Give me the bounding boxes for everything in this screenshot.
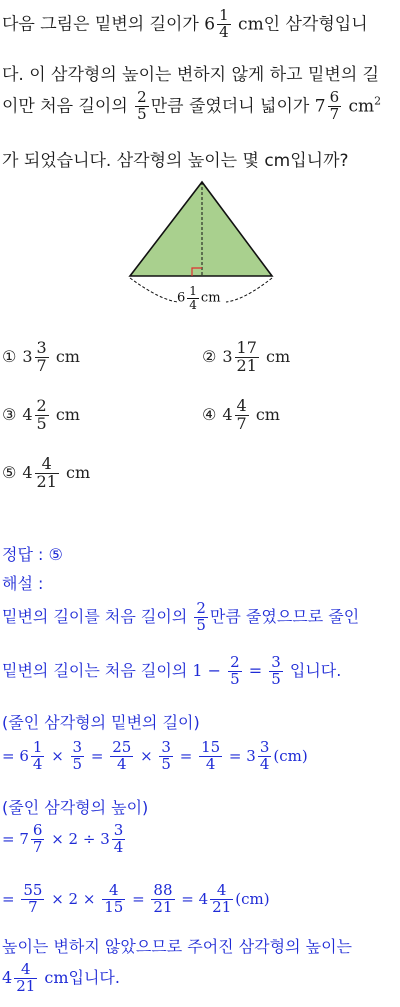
math-term: 1 − (192, 660, 227, 680)
solution-text: cm입니다. (39, 967, 120, 987)
solution-text: (줄인 삼각형의 밑변의 길이) (2, 713, 200, 732)
question-line-4 (2, 146, 349, 171)
mixed-whole: 7 (314, 96, 326, 117)
numerator: 2 (230, 653, 240, 671)
solution-text: (줄인 삼각형의 높이) (2, 798, 149, 817)
exponent: 2 (374, 94, 382, 108)
fraction (187, 285, 199, 311)
unit: cm (65, 462, 91, 482)
mixed-whole: 6 (177, 290, 186, 306)
math-operator: = (127, 889, 150, 908)
numerator: 4 (14, 962, 37, 979)
denominator: 15 (104, 897, 124, 916)
denominator: 21 (16, 976, 36, 995)
math-operator: = (2, 889, 20, 908)
fraction (235, 340, 259, 375)
fraction (14, 962, 37, 995)
numerator: 2 (196, 599, 206, 617)
numerator: 88 (153, 881, 173, 899)
denominator: 4 (116, 754, 127, 773)
fraction (135, 90, 149, 123)
question-text: 다. 이 삼각형의 높이는 변하지 않게 하고 밑변의 길 (2, 65, 380, 85)
solution-line-2 (2, 655, 341, 688)
base-brace-right (226, 278, 272, 302)
solution-text: 밑변의 길이를 처음 길이의 (2, 606, 193, 626)
answer-value: ⑤ (48, 545, 63, 564)
denominator: 5 (72, 754, 83, 773)
solution-line-3 (2, 710, 200, 733)
choice-mark: ③ (2, 404, 17, 424)
math-term: = 3 (224, 746, 256, 765)
unit: cm (265, 346, 291, 366)
numerator: 6 (32, 821, 43, 839)
denominator: 21 (212, 897, 232, 916)
denominator: 4 (205, 754, 216, 773)
answer-line (2, 542, 63, 565)
numerator: 17 (236, 338, 257, 357)
denominator: 21 (236, 355, 257, 375)
fraction (35, 340, 49, 375)
choice-5[interactable] (2, 456, 90, 491)
numerator: 1 (189, 284, 197, 298)
fraction (35, 456, 59, 491)
solution-line-4 (2, 740, 308, 773)
numerator: 55 (23, 881, 43, 899)
choice-4[interactable] (202, 398, 280, 433)
denominator: 5 (196, 615, 206, 634)
denominator: 5 (271, 669, 281, 688)
base-brace-left (130, 278, 178, 302)
denominator: 4 (189, 297, 197, 312)
fraction (235, 398, 249, 433)
unit: (cm) (273, 746, 308, 765)
question-text: 이만 처음 길이의 (2, 96, 134, 117)
math-operator: × 2 × (46, 889, 101, 908)
denominator: 7 (36, 355, 47, 375)
solution-text: 만큼 줄였으므로 줄인 (209, 606, 360, 626)
fraction (35, 398, 49, 433)
fraction (151, 883, 174, 916)
numerator: 1 (219, 6, 229, 24)
numerator: 4 (35, 456, 59, 474)
denominator: 21 (153, 897, 173, 916)
mixed-whole: 4 (222, 404, 233, 424)
denominator: 5 (161, 754, 171, 773)
mixed-whole: 4 (22, 404, 33, 424)
question-text: 다음 그림은 밑변의 길이가 (2, 14, 205, 35)
math-operator: × (135, 746, 158, 765)
fraction (21, 883, 44, 916)
unit: cm (55, 404, 80, 424)
numerator: 4 (102, 883, 125, 900)
question-text: cm인 삼각형입니 (232, 14, 368, 35)
mixed-whole: 4 (22, 462, 33, 482)
denominator: 5 (230, 669, 240, 688)
denominator: 7 (32, 837, 43, 856)
fraction (269, 655, 283, 688)
solution-line-8 (2, 934, 352, 957)
question-text: 만큼 줄였더니 넓이가 (150, 96, 315, 117)
fraction (328, 90, 342, 123)
solution-line-7 (2, 883, 270, 916)
numerator: 1 (32, 738, 43, 756)
denominator: 4 (259, 754, 270, 773)
fraction (31, 740, 45, 773)
math-operator: = (243, 660, 268, 680)
numerator: 3 (271, 653, 281, 671)
question-line-1 (2, 8, 368, 41)
solution-line-6 (2, 823, 127, 856)
denominator: 5 (36, 413, 47, 433)
numerator: 4 (236, 396, 247, 415)
fraction (159, 740, 173, 773)
math-term: = 7 (2, 829, 29, 848)
numerator: 6 (329, 88, 340, 106)
unit: cm (200, 290, 221, 306)
question-line-2 (2, 60, 379, 85)
question-line-3 (2, 90, 381, 123)
numerator: 3 (36, 338, 47, 357)
denominator: 5 (137, 104, 147, 123)
fraction (31, 823, 45, 856)
solution-line-5 (2, 795, 148, 818)
numerator: 3 (72, 738, 83, 756)
mixed-whole: 3 (22, 346, 33, 366)
fraction (258, 740, 272, 773)
fraction (199, 740, 222, 773)
fraction (210, 883, 233, 916)
question-text: 가 되었습니다. 삼각형의 높이는 몇 cm입니까? (2, 151, 349, 171)
unit: cm (343, 96, 375, 117)
fraction (71, 740, 85, 773)
choice-1[interactable] (2, 340, 80, 375)
mixed-whole: 4 (2, 967, 13, 987)
numerator: 4 (210, 883, 233, 900)
fraction (102, 883, 125, 916)
mixed-whole: 6 (204, 14, 216, 35)
choice-2[interactable] (202, 340, 290, 375)
answer-label: 정답 : (2, 545, 49, 564)
unit: cm (55, 346, 80, 366)
numerator: 3 (259, 738, 270, 756)
solution-text: 입니다. (284, 660, 342, 680)
fraction (217, 8, 231, 41)
math-term: = 6 (2, 746, 29, 765)
choice-mark: ① (2, 346, 17, 366)
numerator: 15 (201, 738, 221, 756)
denominator: 7 (28, 897, 38, 916)
denominator: 4 (32, 754, 43, 773)
denominator: 21 (36, 471, 57, 491)
fraction (112, 823, 126, 856)
mixed-whole: 3 (222, 346, 233, 366)
denominator: 7 (329, 104, 340, 123)
base-length-label (177, 285, 221, 311)
unit: (cm) (235, 889, 270, 908)
numerator: 3 (161, 738, 171, 756)
math-operator: = (174, 746, 198, 765)
choice-mark: ④ (202, 404, 217, 424)
choice-mark: ⑤ (2, 462, 17, 482)
solution-label (2, 571, 43, 594)
denominator: 7 (236, 413, 247, 433)
solution-line-9 (2, 962, 120, 995)
denominator: 4 (113, 837, 124, 856)
math-term: × 2 ÷ 3 (46, 829, 110, 848)
solution-text: 높이는 변하지 않았으므로 주어진 삼각형의 높이는 (2, 937, 353, 956)
fraction (110, 740, 133, 773)
math-operator: × (46, 746, 69, 765)
numerator: 25 (112, 738, 132, 756)
solution-line-1 (2, 601, 359, 634)
math-operator: = (86, 746, 109, 765)
unit: cm (255, 404, 280, 424)
choice-mark: ② (202, 346, 217, 366)
numerator: 2 (137, 88, 147, 106)
numerator: 2 (36, 396, 47, 415)
math-term: = 4 (176, 889, 209, 908)
triangle-shape (130, 182, 272, 276)
solution-text: 밑변의 길이는 처음 길이의 (2, 660, 193, 680)
fraction (228, 655, 242, 688)
fraction (194, 601, 208, 634)
choice-3[interactable] (2, 398, 80, 433)
denominator: 4 (219, 22, 229, 41)
numerator: 3 (113, 821, 124, 839)
solution-heading: 해설 : (2, 574, 44, 593)
